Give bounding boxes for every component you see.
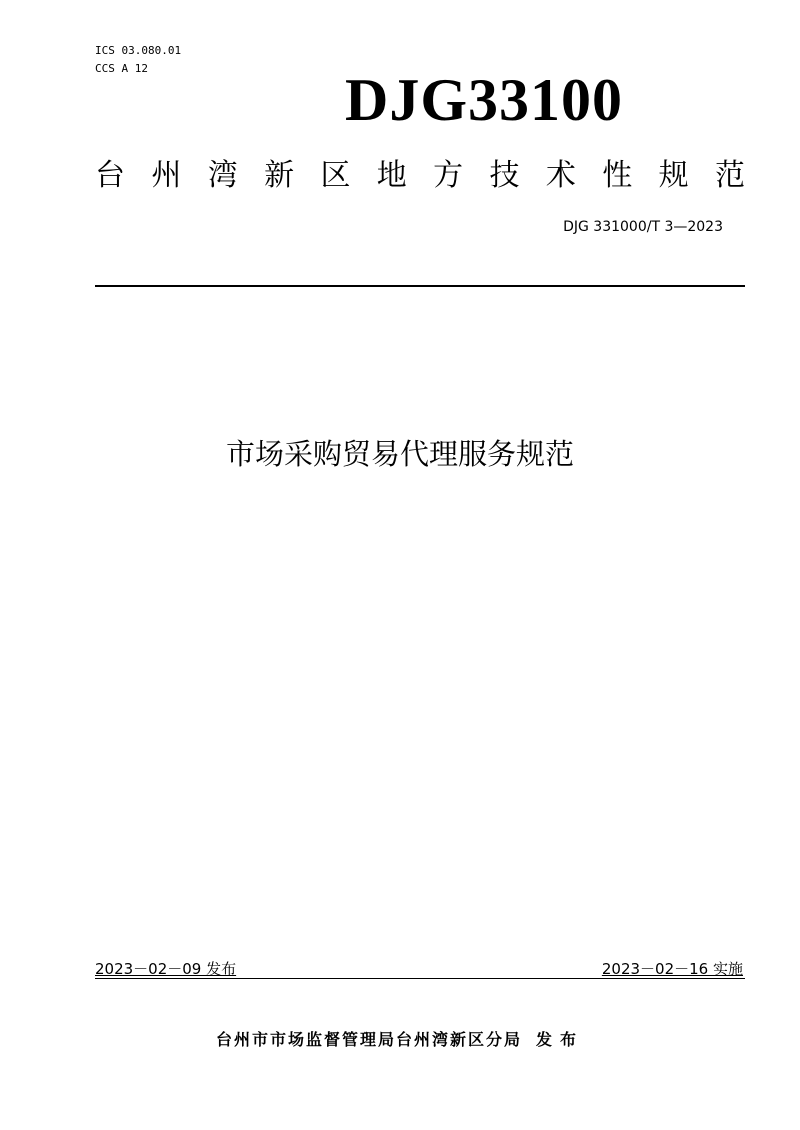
issuer-name: 台州市市场监督管理局台州湾新区分局 — [215, 1030, 522, 1049]
category-char: 湾 — [207, 158, 238, 193]
footer-divider — [95, 978, 745, 979]
standard-number: DJG 331000/T 3—2023 — [563, 219, 723, 235]
category-char: 州 — [151, 158, 182, 193]
issuing-authority — [0, 1028, 800, 1052]
standard-logo: DJG33100 — [345, 67, 623, 133]
category-char: 方 — [433, 158, 464, 193]
classification-codes — [95, 42, 181, 78]
category-char: 地 — [376, 158, 407, 193]
category-char: 规 — [658, 158, 689, 193]
category-char: 术 — [545, 158, 576, 193]
issue-action: 发布 — [536, 1030, 585, 1049]
publish-date-text: 2023－02－09 发布 — [95, 960, 237, 978]
effective-date-text: 2023－02－16 实施 — [601, 960, 743, 978]
header-divider — [95, 285, 745, 287]
ccs-code: CCS A 12 — [95, 62, 148, 75]
document-title: 市场采购贸易代理服务规范 — [225, 437, 574, 471]
standard-category — [95, 153, 745, 199]
category-char: 台 — [95, 158, 125, 193]
effective-date — [602, 958, 743, 980]
ics-code: ICS 03.080.01 — [95, 44, 182, 57]
category-char: 性 — [602, 158, 633, 193]
category-char: 区 — [320, 158, 351, 193]
category-char: 技 — [489, 158, 520, 193]
publish-date — [95, 958, 236, 980]
category-char: 新 — [264, 158, 295, 193]
category-char: 范 — [714, 158, 745, 193]
